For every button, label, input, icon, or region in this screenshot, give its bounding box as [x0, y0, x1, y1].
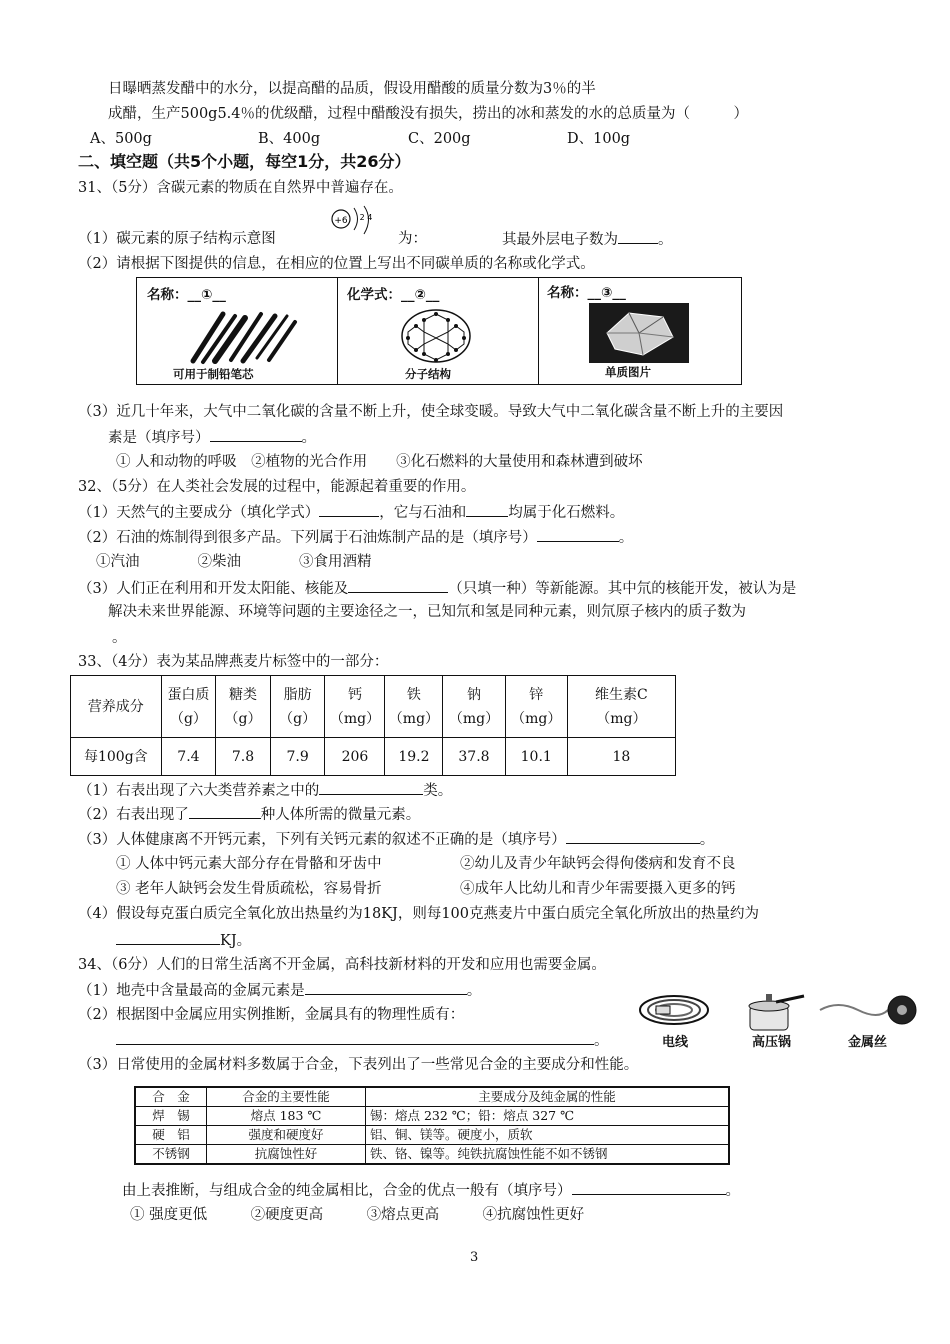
nutrition-col-iron: 铁 （mg） [385, 676, 443, 738]
carbon-cell-1-header: 名称：__①__ [147, 287, 226, 303]
pressure-cooker-icon [736, 988, 806, 1034]
alloy-row [135, 1126, 729, 1145]
q31-p1-text-b: 为： [398, 231, 427, 247]
q33-option-1: ① 人体中钙元素大部分存在骨骼和牙齿中 [116, 856, 382, 872]
q31-co2-cause-blank[interactable] [210, 427, 302, 442]
diamond-photo-icon [589, 303, 689, 363]
q33-stem: 33、（4分）表为某品牌燕麦片标签中的一部分： [78, 654, 389, 670]
q31-p1-text-c: 其最外层电子数为 [502, 232, 618, 248]
nutrition-row-label: 每100g含 [71, 738, 162, 776]
nutrition-value: 18 [567, 738, 675, 776]
q32-part2 [78, 527, 633, 548]
nutrition-value: 19.2 [385, 738, 443, 776]
q32-p3-text-a: （3）人们正在利用和开发太阳能、核能及 [78, 581, 349, 597]
q34-part2-line2 [116, 1030, 609, 1051]
q32-p1-text-a: （1）天然气的主要成分（填化学式） [78, 505, 320, 521]
carbon-cell-1-caption: 可用于制铅笔芯 [173, 367, 254, 381]
q34-p2-end: 。 [594, 1033, 609, 1049]
metal-wire-icon [818, 988, 918, 1034]
label-metal-wire: 金属丝 [848, 1035, 888, 1050]
q34-part2-line1: （2）根据图中金属应用实例推断，金属具有的物理性质有： [78, 1007, 465, 1023]
nutrition-header-row [71, 676, 676, 738]
q31-part2: （2）请根据下图提供的信息，在相应的位置上写出不同碳单质的名称或化学式。 [78, 256, 595, 272]
q30-option-b: B、400g [258, 131, 321, 147]
atom-nucleus-label: +6 [334, 216, 348, 226]
nutrition-table [70, 675, 676, 776]
alloy-cell: 铁、铬、镍等。纯铁抗腐蚀性能不如不锈钢 [366, 1145, 730, 1165]
q31-p1-answer [502, 229, 673, 250]
q33-part4-line2 [116, 930, 251, 951]
alloy-header: 合金的主要性能 [207, 1087, 366, 1107]
alloy-cell: 焊 锡 [135, 1107, 207, 1126]
q31-p3-end: 。 [301, 430, 316, 446]
q33-calcium-blank[interactable] [566, 829, 700, 844]
q34-stem: 34、（6分）人们的日常生活离不开金属，高科技新材料的开发和应用也需要金属。 [78, 957, 606, 973]
q31-outer-electrons-blank[interactable] [618, 229, 658, 244]
nutrition-col-vitamin-c: 维生素C （mg） [567, 676, 675, 738]
q33-option-2: ②幼儿及青少年缺钙会得佝偻病和发育不良 [460, 856, 736, 872]
nutrition-value: 7.4 [161, 738, 216, 776]
q30-line1: 日曝晒蒸发醋中的水分，以提高醋的品质，假设用醋酸的质量分数为3％的半 [108, 81, 596, 97]
q34-p4-text: 由上表推断，与组成合金的纯金属相比，合金的优点一般有（填序号） [122, 1183, 572, 1199]
q34-part1 [78, 980, 481, 1001]
electric-wire-icon [636, 990, 714, 1030]
q32-part2-options: ①汽油 ②柴油 ③食用酒精 [96, 554, 372, 570]
alloy-cell: 锡：熔点 232 ℃；铅：熔点 327 ℃ [366, 1107, 730, 1126]
q33-trace-element-blank[interactable] [189, 804, 261, 819]
q33-p2-text: （2）右表出现了 [78, 807, 189, 823]
atom-shell-1 [354, 208, 358, 230]
nutrition-value: 7.9 [270, 738, 325, 776]
alloy-row [135, 1145, 729, 1165]
q34-physical-property-blank[interactable] [116, 1030, 594, 1045]
q34-part4 [122, 1180, 740, 1201]
q32-fossil-fuel-blank[interactable] [466, 502, 508, 517]
carbon-cell-2-caption: 分子结构 [405, 367, 451, 381]
q34-part3: （3）日常使用的金属材料多数属于合金，下表列出了一些常见合金的主要成分和性能。 [78, 1057, 639, 1073]
alloy-cell: 硬 铝 [135, 1126, 207, 1145]
q34-alloy-advantage-blank[interactable] [572, 1180, 726, 1195]
q32-part1 [78, 502, 624, 523]
alloy-header: 合 金 [135, 1087, 207, 1107]
q31-p3-text: 素是（填序号） [108, 430, 210, 446]
carbon-cell-2-header: 化学式：__②__ [347, 287, 440, 303]
nutrition-col-sugar: 糖类 （g） [216, 676, 271, 738]
q34-p4-end: 。 [725, 1183, 740, 1199]
nutrition-col-sodium: 钠 （mg） [443, 676, 505, 738]
q31-part3-options: ① 人和动物的呼吸 ②植物的光合作用 ③化石燃料的大量使用和森林遭到破坏 [116, 454, 643, 470]
q33-p1-end: 类。 [423, 783, 453, 799]
nutrition-col-calcium: 钙 （mg） [325, 676, 385, 738]
alloy-header-row [135, 1087, 729, 1107]
nutrition-value: 10.1 [505, 738, 567, 776]
q30-line2: 成醋，生产500g5.4％的优级醋，过程中醋酸没有损失，捞出的冰和蒸发的水的总质量为（ ） [108, 106, 749, 122]
alloy-cell: 抗腐蚀性好 [207, 1145, 366, 1165]
label-wire: 电线 [662, 1035, 689, 1050]
q30-option-c: C、200g [408, 131, 471, 147]
atom-shell-label: 2 4 [359, 213, 373, 222]
q31-stem: 31、（5分）含碳元素的物质在自然界中普遍存在。 [78, 180, 403, 196]
q33-p3-text: （3）人体健康离不开钙元素，下列有关钙元素的叙述不正确的是（填序号） [78, 832, 566, 848]
q33-nutrient-count-blank[interactable] [319, 780, 423, 795]
q32-part3-end: 。 [112, 630, 127, 646]
atom-diagram-icon [328, 202, 384, 242]
alloy-row [135, 1107, 729, 1126]
nutrition-col-fat: 脂肪 （g） [270, 676, 325, 738]
q32-p2-text: （2）石油的炼制得到很多产品。下列属于石油炼制产品的是（填序号） [78, 530, 537, 546]
q31-part3-line2 [108, 427, 316, 448]
q31-part3-line1: （3）近几十年来，大气中二氧化碳的含量不断上升，使全球变暖。导致大气中二氧化碳含量不断上升的主要因 [78, 404, 784, 420]
q33-heat-blank[interactable] [116, 930, 220, 945]
nutrition-value: 7.8 [216, 738, 271, 776]
nutrition-col-protein: 蛋白质 （g） [161, 676, 216, 738]
q33-option-3: ③ 老年人缺钙会发生骨质疏松，容易骨折 [116, 881, 382, 897]
q34-metal-element-blank[interactable] [305, 980, 467, 995]
label-pressure-cooker: 高压锅 [752, 1035, 792, 1050]
q34-part4-options: ① 强度更低 ②硬度更高 ③熔点更高 ④抗腐蚀性更好 [130, 1207, 585, 1223]
q32-new-energy-blank[interactable] [348, 578, 448, 593]
alloy-cell: 不锈钢 [135, 1145, 207, 1165]
fullerene-molecule-icon [391, 304, 481, 368]
q31-p1-text-d: 。 [658, 232, 673, 248]
nutrition-value-row [71, 738, 676, 776]
alloy-cell: 熔点 183 ℃ [207, 1107, 366, 1126]
nutrition-col-zinc: 锌 （mg） [505, 676, 567, 738]
q31-p1-text: （1）碳元素的原子结构示意图 [78, 231, 276, 247]
carbon-cell-3-header: 名称：__③__ [547, 285, 626, 301]
q32-p3-text-b: （只填一种）等新能源。其中氘的核能开发，被认为是 [448, 581, 797, 597]
alloy-header: 主要成分及纯金属的性能 [366, 1087, 730, 1107]
q32-p2-end: 。 [618, 530, 634, 546]
carbon-forms-figure [136, 277, 742, 385]
q34-p1-text: （1）地壳中含量最高的金属元素是 [78, 983, 305, 999]
q32-part3-line1 [78, 578, 796, 599]
q32-part3-line2: 解决未来世界能源、环境等问题的主要途径之一，已知氘和氢是同种元素，则氘原子核内的质子数为 [108, 604, 746, 620]
q33-part4-line1: （4）假设每克蛋白质完全氧化放出热量约为18KJ，则每100克燕麦片中蛋白质完全氧化所放出的热量约为 [78, 906, 759, 922]
q32-p1-text-b: ，它与石油和 [379, 505, 467, 521]
q33-p3-end: 。 [699, 832, 715, 848]
nutrition-row-header: 营养成分 [71, 676, 162, 738]
section-title: 二、填空题（共5个小题，每空1分，共26分） [78, 152, 411, 171]
alloy-cell: 强度和硬度好 [207, 1126, 366, 1145]
page-number: 3 [470, 1250, 479, 1265]
q32-petroleum-products-blank[interactable] [537, 527, 619, 542]
q33-option-4: ④成年人比幼儿和青少年需要摄入更多的钙 [460, 881, 736, 897]
q33-part3 [78, 829, 714, 850]
q30-option-d: D、100g [567, 131, 631, 147]
nutrition-value: 37.8 [443, 738, 505, 776]
alloy-cell: 铝、铜、镁等。硬度小，质软 [366, 1126, 730, 1145]
q30-option-a: A、500g [90, 131, 152, 147]
carbon-cell-3-caption: 单质图片 [605, 365, 651, 379]
alloy-table [134, 1086, 730, 1165]
q34-p1-end: 。 [466, 983, 482, 999]
q31-part1 [78, 229, 276, 249]
q33-p1-text: （1）右表出现了六大类营养素之中的 [78, 783, 320, 799]
nutrition-value: 206 [325, 738, 385, 776]
q32-p1-text-c: 均属于化石燃料。 [508, 505, 625, 521]
q32-stem: 32、（5分）在人类社会发展的过程中，能源起着重要的作用。 [78, 479, 476, 495]
q33-p2-end: 种人体所需的微量元素。 [260, 807, 421, 823]
q33-p4-unit: KJ。 [220, 933, 252, 949]
q33-part2 [78, 804, 420, 825]
q33-part1 [78, 780, 452, 801]
graphite-pencil-lead-icon [183, 306, 303, 366]
q32-natural-gas-formula-blank[interactable] [319, 502, 379, 517]
